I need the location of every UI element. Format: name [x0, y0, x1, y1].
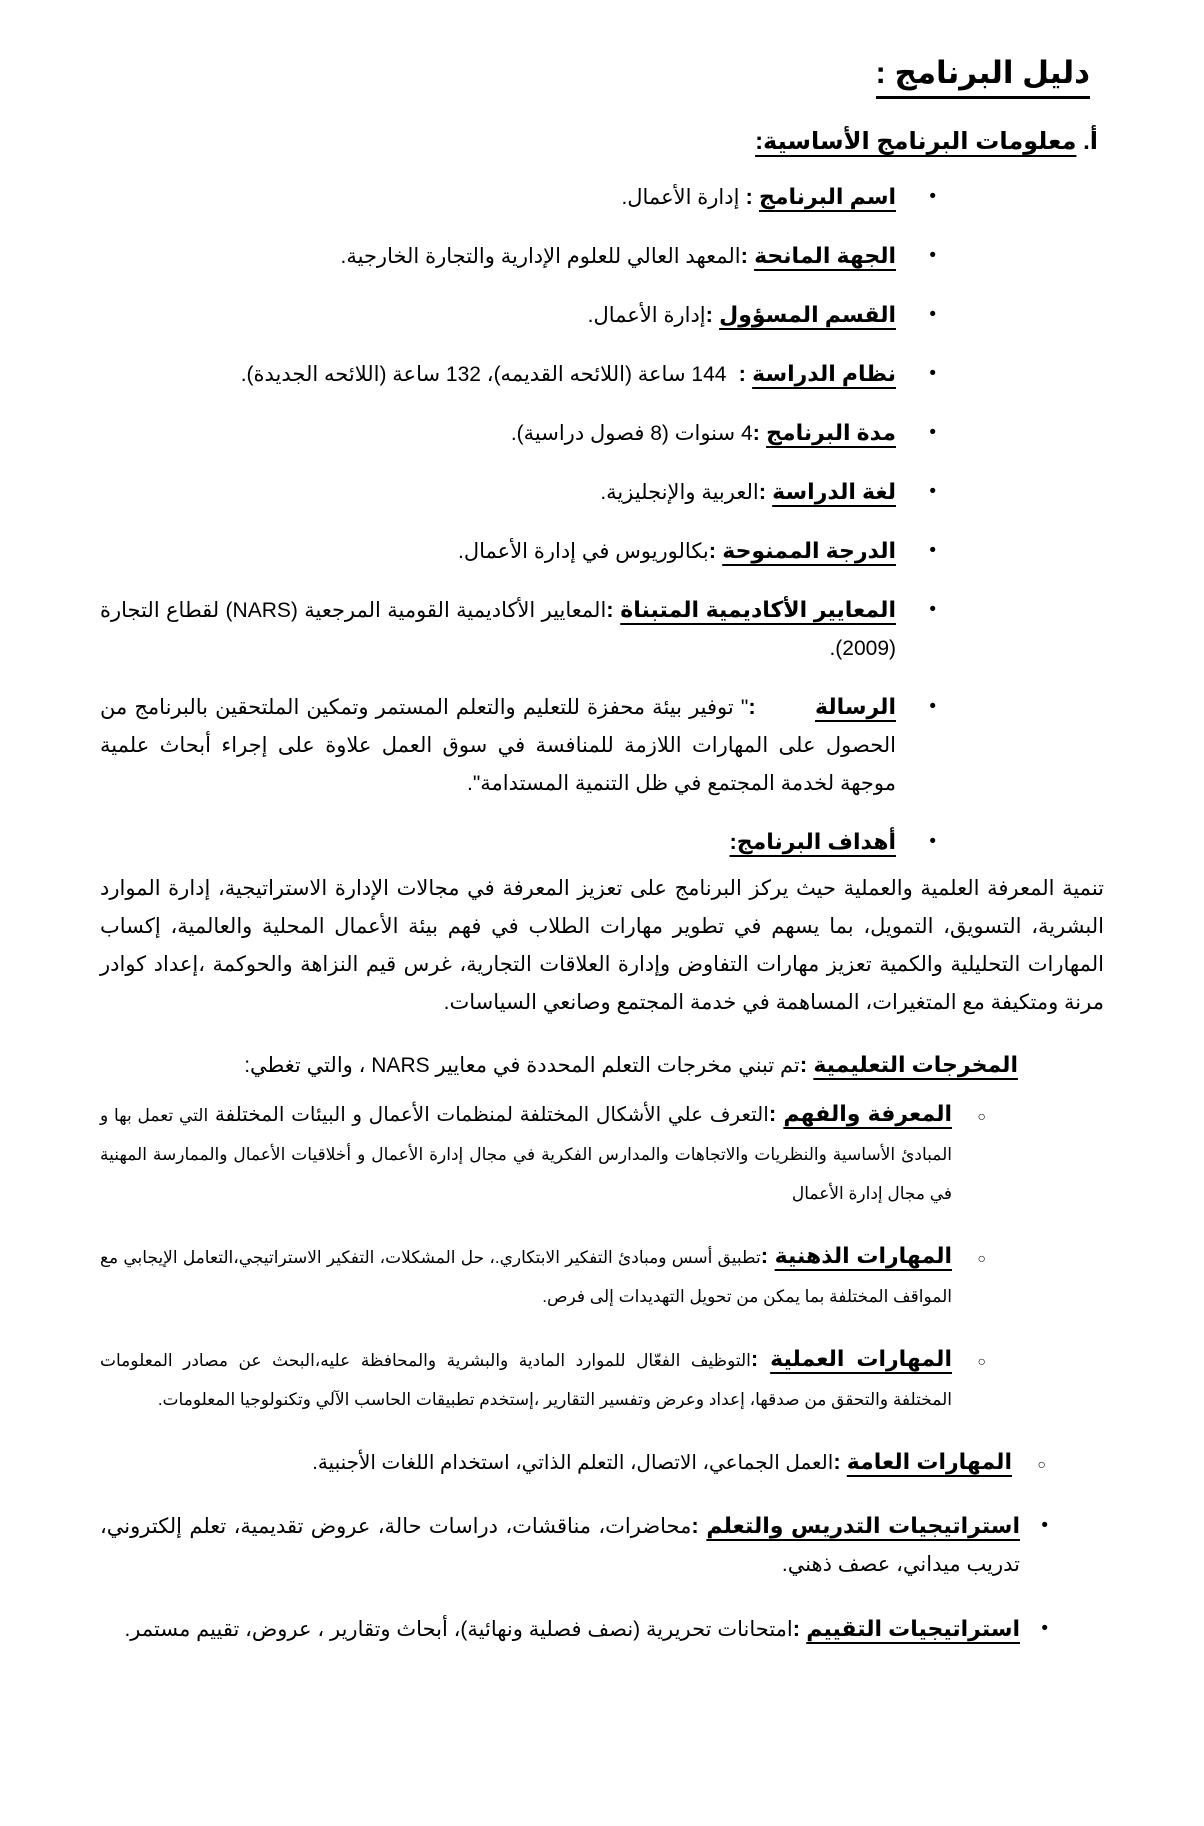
bullet-separator: : [705, 302, 720, 327]
bullet-icon: • [1041, 1515, 1048, 1536]
title-row [100, 55, 1104, 99]
section-a-title: معلومات البرنامج الأساسية: [755, 128, 1077, 155]
bullet-separator: : [726, 361, 753, 386]
learning-outcomes-heading [100, 1046, 1018, 1085]
bullet-item-study-language [100, 473, 936, 512]
outcome-text-small: تطبيق أسس ومبادئ التفكير الابتكاري.، حل المشكلات، التفكير الاستراتيجي،التعامل الإيجابي مع المواقف المختلفة بما يمكن من تحويل التهديدات إلى فرص. [100, 1248, 952, 1306]
bullet-separator: : [758, 479, 773, 504]
outcomes-separator: : [799, 1052, 814, 1077]
bullet-icon: • [929, 540, 936, 561]
section-a-prefix: أ. [1076, 128, 1098, 155]
outcome-text-small: التي تعمل بها و المبادئ الأساسية والنظريات والاتجاهات والمدارس الفكرية في مجال إدارة الأعمال و أخلاقيات الأعمال والممارسة المهنية في مجال إدارة الأعمال [100, 1106, 952, 1203]
bullet-item-academic-standards [100, 591, 936, 668]
bullet-icon: • [929, 245, 936, 266]
bullet-item-granting-body [100, 237, 936, 276]
strategy-item-teaching [100, 1507, 1048, 1584]
outcome-separator: : [760, 1243, 775, 1268]
outcome-separator: : [833, 1449, 847, 1474]
bullet-item-degree-awarded [100, 532, 936, 571]
bullet-label: الدرجة الممنوحة [722, 538, 896, 563]
strategy-label: استراتيجيات التدريس والتعلم [706, 1513, 1020, 1538]
bullet-text: 4 سنوات (8 فصول دراسية). [510, 422, 753, 445]
strategy-text: محاضرات، مناقشات، دراسات حالة، عروض تقديمية، تعلم إلكتروني، تدريب ميداني، عصف ذهني. [100, 1515, 1020, 1576]
circle-bullet-icon: ○ [977, 1353, 986, 1369]
outcome-label: المهارات العملية [770, 1346, 952, 1371]
outcome-label: المعرفة والفهم [783, 1101, 952, 1126]
bullet-icon: • [929, 363, 936, 384]
bullet-label: لغة الدراسة [772, 479, 896, 504]
bullet-icon: • [929, 186, 936, 207]
strategy-separator: : [691, 1513, 707, 1538]
bullet-separator: : [606, 597, 621, 622]
outcome-item-general-skills [100, 1443, 1046, 1483]
bullet-icon: • [929, 831, 936, 852]
outcome-text-small: التوظيف الفعّال للموارد المادية والبشرية والمحافظة عليه،البحث عن مصادر المعلومات المختلفة والتحقق من صدقها، إعداد وعرض وتفسير التقارير ،إستخدم تطبيقات الحاسب الآلي وتكنولوجيا المعلومات. [100, 1351, 952, 1409]
bullet-text: إدارة الأعمال. [587, 304, 706, 327]
bullet-label: الرسالة [815, 694, 896, 719]
outcome-item-knowledge [100, 1095, 986, 1213]
bullet-label: أهداف البرنامج: [729, 829, 896, 854]
strategy-text: امتحانات تحريرية (نصف فصلية ونهائية)، أبحاث وتقارير ، عروض، تقييم مستمر. [124, 1618, 793, 1641]
section-a-heading [100, 127, 1098, 156]
outcomes-text: تم تبني مخرجات التعلم المحددة في معايير NARS ، والتي تغطي: [244, 1054, 800, 1077]
bullet-item-responsible-dept [100, 296, 936, 335]
bullet-separator: : [748, 694, 815, 719]
strategy-label: استراتيجيات التقييم [806, 1616, 1020, 1641]
bullet-label: مدة البرنامج [766, 420, 896, 445]
bullet-text: بكالوريوس في إدارة الأعمال. [458, 540, 709, 563]
bullet-separator: : [740, 243, 755, 268]
outcome-separator: : [768, 1101, 784, 1126]
circle-bullet-icon: ○ [1037, 1456, 1046, 1472]
strategies-list [100, 1507, 1104, 1649]
bullet-separator: : [739, 184, 759, 209]
bullet-label: القسم المسؤول [719, 302, 896, 327]
bullet-label: اسم البرنامج [758, 184, 896, 209]
bullet-item-study-system [100, 355, 936, 394]
objectives-paragraph: تنمية المعرفة العلمية والعملية حيث يركز البرنامج على تعزيز المعرفة في مجالات الإدارة الاستراتيجية، إدارة الموارد البشرية، التسويق، التمويل، بما يسهم في تطوير مهارات الطلاب في فهم بيئة الأعمال المحلية والعالمية، إكساب المهارات التحليلية والكمية تعزيز مهارات التفاوض وإدارة العلاقات التجارية، غرس قيم النزاهة والحوكمة ،إعداد كوادر مرنة ومتكيفة مع المتغيرات، المساهمة في خدمة المجتمع وصانعي السياسات. [100, 877, 1104, 1014]
bullet-item-mission [100, 688, 936, 803]
bullet-text: " توفير بيئة محفزة للتعليم والتعلم المستمر وتمكين الملتحقين بالبرنامج من الحصول على المهارات اللازمة للمنافسة في سوق العمل علاوة على إجراء أبحاث علمية موجهة لخدمة المجتمع في ظل التنمية المستدامة". [100, 696, 896, 795]
bullet-icon: • [929, 599, 936, 620]
outcomes-label: المخرجات التعليمية [813, 1052, 1018, 1077]
outcome-item-practical-skills [100, 1340, 986, 1419]
bullet-text: 144 ساعة (اللائحه القديمه)، 132 ساعة (اللائحه الجديدة). [240, 363, 727, 386]
bullet-item-program-name [100, 178, 936, 217]
bullet-item-program-objectives [100, 823, 936, 862]
bullet-text: إدارة الأعمال. [621, 186, 740, 209]
bullet-label: نظام الدراسة [752, 361, 896, 386]
page-title: دليل البرنامج : [876, 55, 1090, 99]
bullet-text: العربية والإنجليزية. [600, 481, 759, 504]
learning-outcomes-list [100, 1095, 1104, 1483]
bullet-label: الجهة المانحة [754, 243, 896, 268]
bullet-label: المعايير الأكاديمية المتبناة [620, 597, 896, 622]
circle-bullet-icon: ○ [977, 1250, 986, 1266]
bullet-text: المعايير الأكاديمية القومية المرجعية (NARS) لقطاع التجارة (2009). [100, 599, 896, 660]
bullet-icon: • [1041, 1618, 1048, 1639]
strategy-separator: : [792, 1616, 807, 1641]
bullet-item-program-duration [100, 414, 936, 453]
bullet-icon: • [929, 481, 936, 502]
basic-info-list [100, 178, 1104, 862]
strategy-item-assessment [100, 1610, 1048, 1649]
circle-bullet-icon: ○ [977, 1108, 986, 1124]
outcome-label: المهارات الذهنية [774, 1243, 952, 1268]
bullet-icon: • [929, 422, 936, 443]
outcome-label: المهارات العامة [846, 1449, 1012, 1474]
bullet-icon: • [929, 696, 936, 717]
bullet-separator: : [752, 420, 767, 445]
bullet-icon: • [929, 304, 936, 325]
outcome-text: التعرف علي الأشكال المختلفة لمنظمات الأعمال و البيئات المختلفة [214, 1104, 769, 1126]
outcome-text: العمل الجماعي، الاتصال، التعلم الذاتي، استخدام اللغات الأجنبية. [312, 1452, 834, 1474]
outcome-separator: : [750, 1346, 771, 1371]
bullet-separator: : [708, 538, 723, 563]
bullet-text: المعهد العالي للعلوم الإدارية والتجارة الخارجية. [340, 245, 741, 268]
outcome-item-mental-skills [100, 1237, 986, 1316]
